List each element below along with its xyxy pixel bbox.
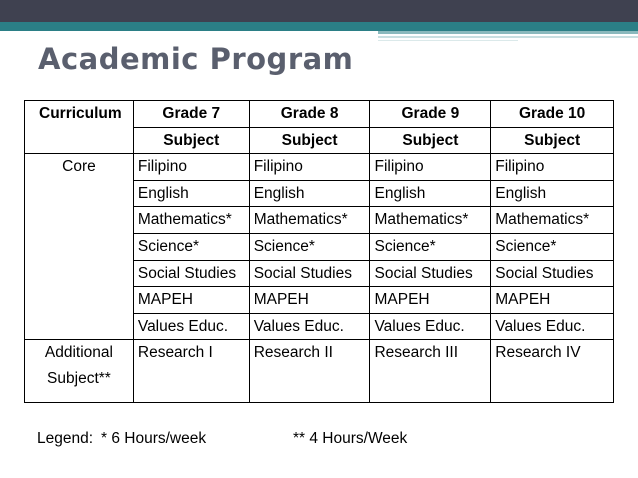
table-cell: Values Educ. — [370, 313, 491, 340]
decorative-lines — [378, 31, 638, 41]
table-cell: MAPEH — [491, 287, 614, 314]
table-cell: MAPEH — [370, 287, 491, 314]
legend-double-star: ** 4 Hours/Week — [293, 430, 408, 447]
table-cell: MAPEH — [133, 287, 249, 314]
table-cell: Filipino — [133, 154, 249, 181]
core-label: Core — [25, 154, 134, 340]
table-row — [25, 154, 614, 181]
table-cell: English — [133, 180, 249, 207]
table-cell: Social Studies — [249, 260, 370, 287]
table-cell: Mathematics* — [370, 207, 491, 234]
table-header-row — [25, 101, 614, 128]
table-cell: Filipino — [370, 154, 491, 181]
table-cell: Research III — [370, 340, 491, 403]
top-band-teal — [0, 22, 638, 31]
table-cell: Values Educ. — [133, 313, 249, 340]
additional-label-line2: Subject** — [47, 369, 111, 387]
subject-header: Subject — [491, 127, 614, 154]
table-cell: Mathematics* — [133, 207, 249, 234]
table-cell: English — [370, 180, 491, 207]
page-title: Academic Program — [38, 42, 354, 76]
table-cell: Social Studies — [370, 260, 491, 287]
grade-header: Grade 8 — [249, 101, 370, 128]
table-cell: Social Studies — [133, 260, 249, 287]
curriculum-header: Curriculum — [25, 101, 134, 154]
table-cell: Research IV — [491, 340, 614, 403]
subject-header: Subject — [370, 127, 491, 154]
table-cell: Values Educ. — [491, 313, 614, 340]
table-cell: Mathematics* — [491, 207, 614, 234]
table-cell: Science* — [249, 233, 370, 260]
table-row — [25, 340, 614, 403]
table-cell: Research II — [249, 340, 370, 403]
table-cell: Science* — [133, 233, 249, 260]
table-cell: Mathematics* — [249, 207, 370, 234]
table-cell: Filipino — [249, 154, 370, 181]
table-cell: Values Educ. — [249, 313, 370, 340]
table-cell: MAPEH — [249, 287, 370, 314]
legend-label: Legend: — [37, 430, 94, 447]
additional-subject-label — [25, 340, 134, 403]
table-cell: English — [249, 180, 370, 207]
table-cell: Research I — [133, 340, 249, 403]
table-cell: Science* — [491, 233, 614, 260]
grade-header: Grade 7 — [133, 101, 249, 128]
grade-header: Grade 9 — [370, 101, 491, 128]
top-band-dark — [0, 0, 638, 22]
table-cell: Filipino — [491, 154, 614, 181]
table-cell: Social Studies — [491, 260, 614, 287]
table-cell: English — [491, 180, 614, 207]
subject-header: Subject — [249, 127, 370, 154]
table-cell: Science* — [370, 233, 491, 260]
grade-header: Grade 10 — [491, 101, 614, 128]
legend-single-star: * 6 Hours/week — [101, 430, 207, 447]
additional-label-line1: Additional — [44, 344, 113, 362]
academic-program-table — [24, 100, 614, 403]
subject-header: Subject — [133, 127, 249, 154]
